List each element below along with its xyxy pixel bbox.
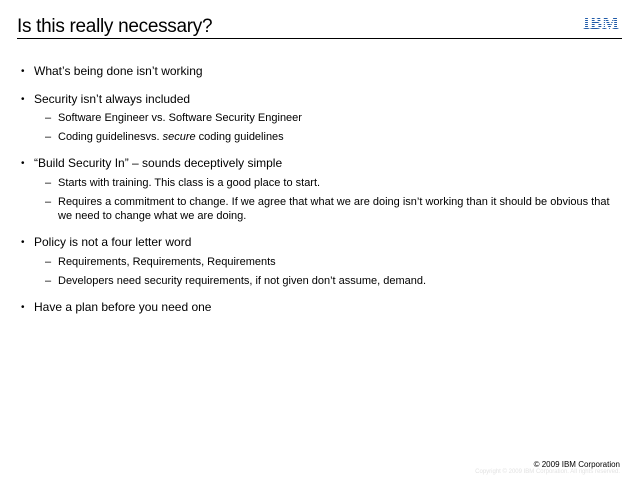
bullet-marker: • xyxy=(21,66,25,77)
sub-bullet-marker: – xyxy=(45,256,52,268)
sub-bullet-marker: – xyxy=(45,131,52,143)
emphasized-word: secure xyxy=(162,131,196,143)
slide-title: Is this really necessary? xyxy=(17,16,213,37)
sub-bullet-text: Software Engineer vs. Software Security Engineer xyxy=(58,112,302,124)
bullet-marker: • xyxy=(21,94,25,105)
bullet-marker: • xyxy=(21,237,25,248)
bullet-text: Security isn’t always included xyxy=(34,92,191,106)
sub-bullet-marker: – xyxy=(45,177,52,189)
sub-bullet-text: Starts with training. This class is a good place to start. xyxy=(58,177,321,189)
sub-bullet-text: Developers need security requirements, if not given don’t assume, demand. xyxy=(58,275,427,287)
bullet-text: “Build Security In” – sounds deceptively simple xyxy=(34,156,283,170)
sub-bullet-marker: – xyxy=(45,275,52,287)
sub-bullet-text: Requirements, Requirements, Requirements xyxy=(58,256,276,268)
footer-copyright: © 2009 IBM Corporation xyxy=(533,460,620,469)
sub-bullet-marker: – xyxy=(45,112,52,124)
svg-text:IBM: IBM xyxy=(583,14,619,32)
bullet-marker: • xyxy=(21,158,25,169)
bullet-marker: • xyxy=(21,302,25,313)
bullet-text: What’s being done isn’t working xyxy=(34,64,203,78)
sub-bullet-text xyxy=(58,130,620,144)
sub-bullet-text-part: Coding guidelinesvs. xyxy=(58,131,163,143)
sub-bullet-text: Requires a commitment to change. If we agree that what we are doing isn’t working than it should be obvious that we need to change what we are doing. xyxy=(58,196,610,222)
sub-bullet-text-part: coding guidelines xyxy=(195,131,284,143)
footer-faint-notice: Copyright © 2009 IBM Corporation. All rights reserved. xyxy=(475,469,620,475)
bullet-text: Have a plan before you need one xyxy=(34,300,212,314)
sub-bullet-marker: – xyxy=(45,196,52,208)
bullet-text: Policy is not a four letter word xyxy=(34,235,192,249)
